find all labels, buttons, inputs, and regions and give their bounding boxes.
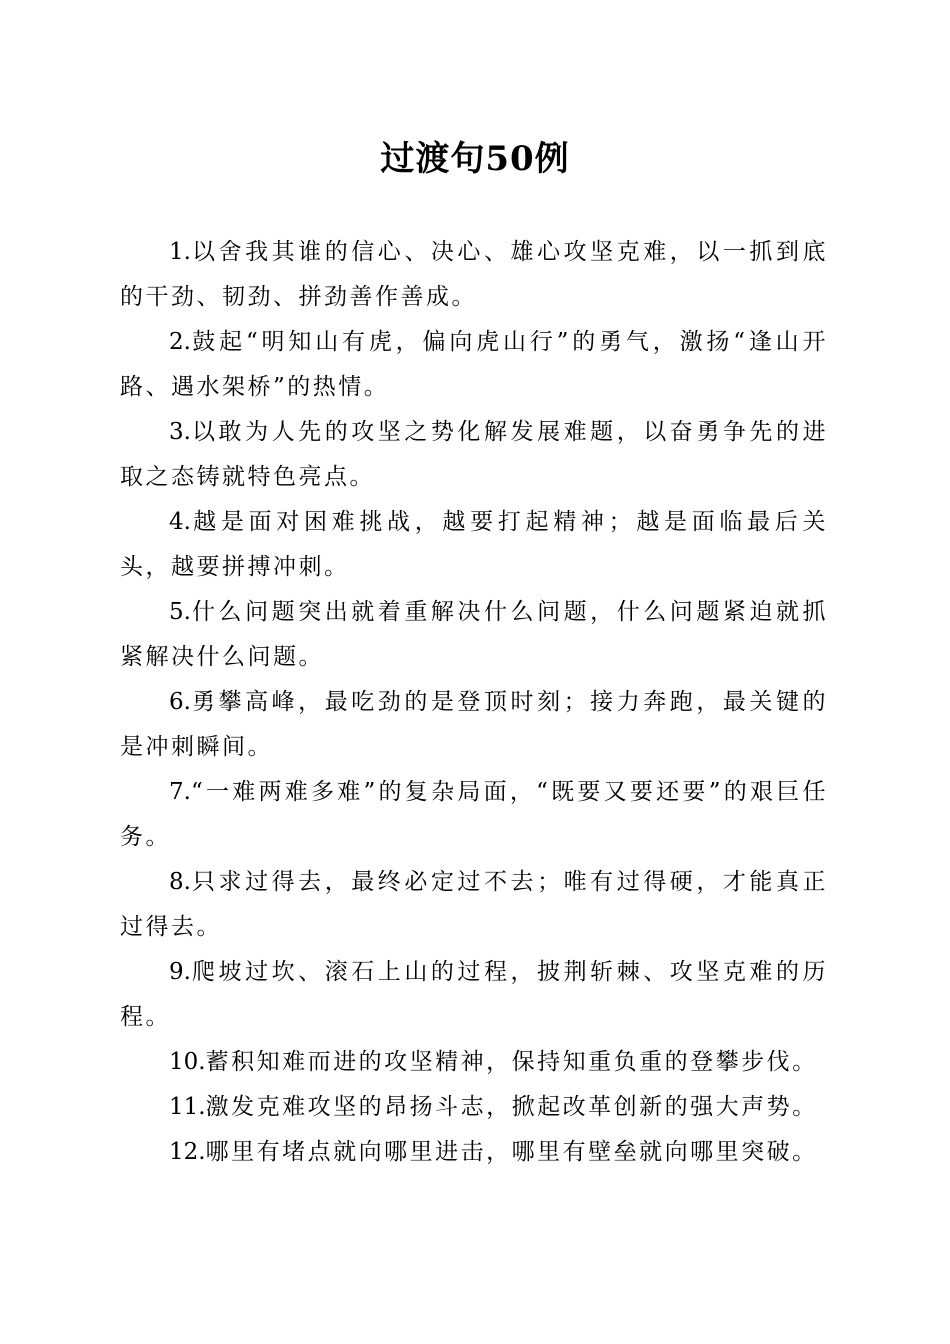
item-text: 激发克难攻坚的昂扬斗志，掀起改革创新的强大声势。 [205, 1094, 818, 1120]
item-text: 哪里有堵点就向哪里进击，哪里有壁垒就向哪里突破。 [205, 1139, 818, 1165]
item-text: 爬坡过坎、滚石上山的过程，披荆斩棘、攻坚克难的历程。 [120, 959, 828, 1030]
item-number: 2. [169, 329, 191, 355]
item-number: 11. [169, 1094, 206, 1120]
list-item [120, 1085, 828, 1130]
item-text: 以敢为人先的攻坚之势化解发展难题，以奋勇争先的进取之态铸就特色亮点。 [120, 419, 828, 490]
item-number: 4. [169, 509, 191, 535]
list-item [120, 500, 828, 590]
list-item [120, 1040, 828, 1085]
list-item [120, 410, 828, 500]
item-text: 什么问题突出就着重解决什么问题，什么问题紧迫就抓紧解决什么问题。 [120, 599, 828, 670]
item-number: 10. [169, 1049, 206, 1075]
item-text: 勇攀高峰，最吃劲的是登顶时刻；接力奔跑，最关键的是冲刺瞬间。 [120, 689, 828, 760]
item-text: “一难两难多难”的复杂局面，“既要又要还要”的艰巨任务。 [120, 779, 828, 850]
item-text: 只求过得去，最终必定过不去；唯有过得硬，才能真正过得去。 [120, 869, 828, 940]
list-item [120, 950, 828, 1040]
list-item [120, 680, 828, 770]
item-number: 5. [169, 599, 191, 625]
item-number: 7. [169, 779, 191, 805]
page-title: 过渡句50例 [380, 139, 570, 179]
item-number: 3. [169, 419, 191, 445]
item-number: 6. [169, 689, 191, 715]
item-number: 9. [169, 959, 191, 985]
list-item [120, 860, 828, 950]
item-number: 1. [169, 239, 191, 265]
list-item [120, 230, 828, 320]
list-item [120, 590, 828, 680]
item-text: 鼓起“明知山有虎，偏向虎山行”的勇气，激扬“逢山开路、遇水架桥”的热情。 [120, 329, 828, 400]
list-item [120, 1130, 828, 1175]
item-text: 蓄积知难而进的攻坚精神，保持知重负重的登攀步伐。 [205, 1049, 818, 1075]
item-text: 以舍我其谁的信心、决心、雄心攻坚克难，以一抓到底的干劲、韧劲、拼劲善作善成。 [120, 239, 828, 310]
item-number: 12. [169, 1139, 206, 1165]
list-item [120, 320, 828, 410]
item-number: 8. [169, 869, 191, 895]
sentence-list [120, 230, 828, 1175]
list-item [120, 770, 828, 860]
item-text: 越是面对困难挑战，越要打起精神；越是面临最后关头，越要拼搏冲刺。 [120, 509, 828, 580]
